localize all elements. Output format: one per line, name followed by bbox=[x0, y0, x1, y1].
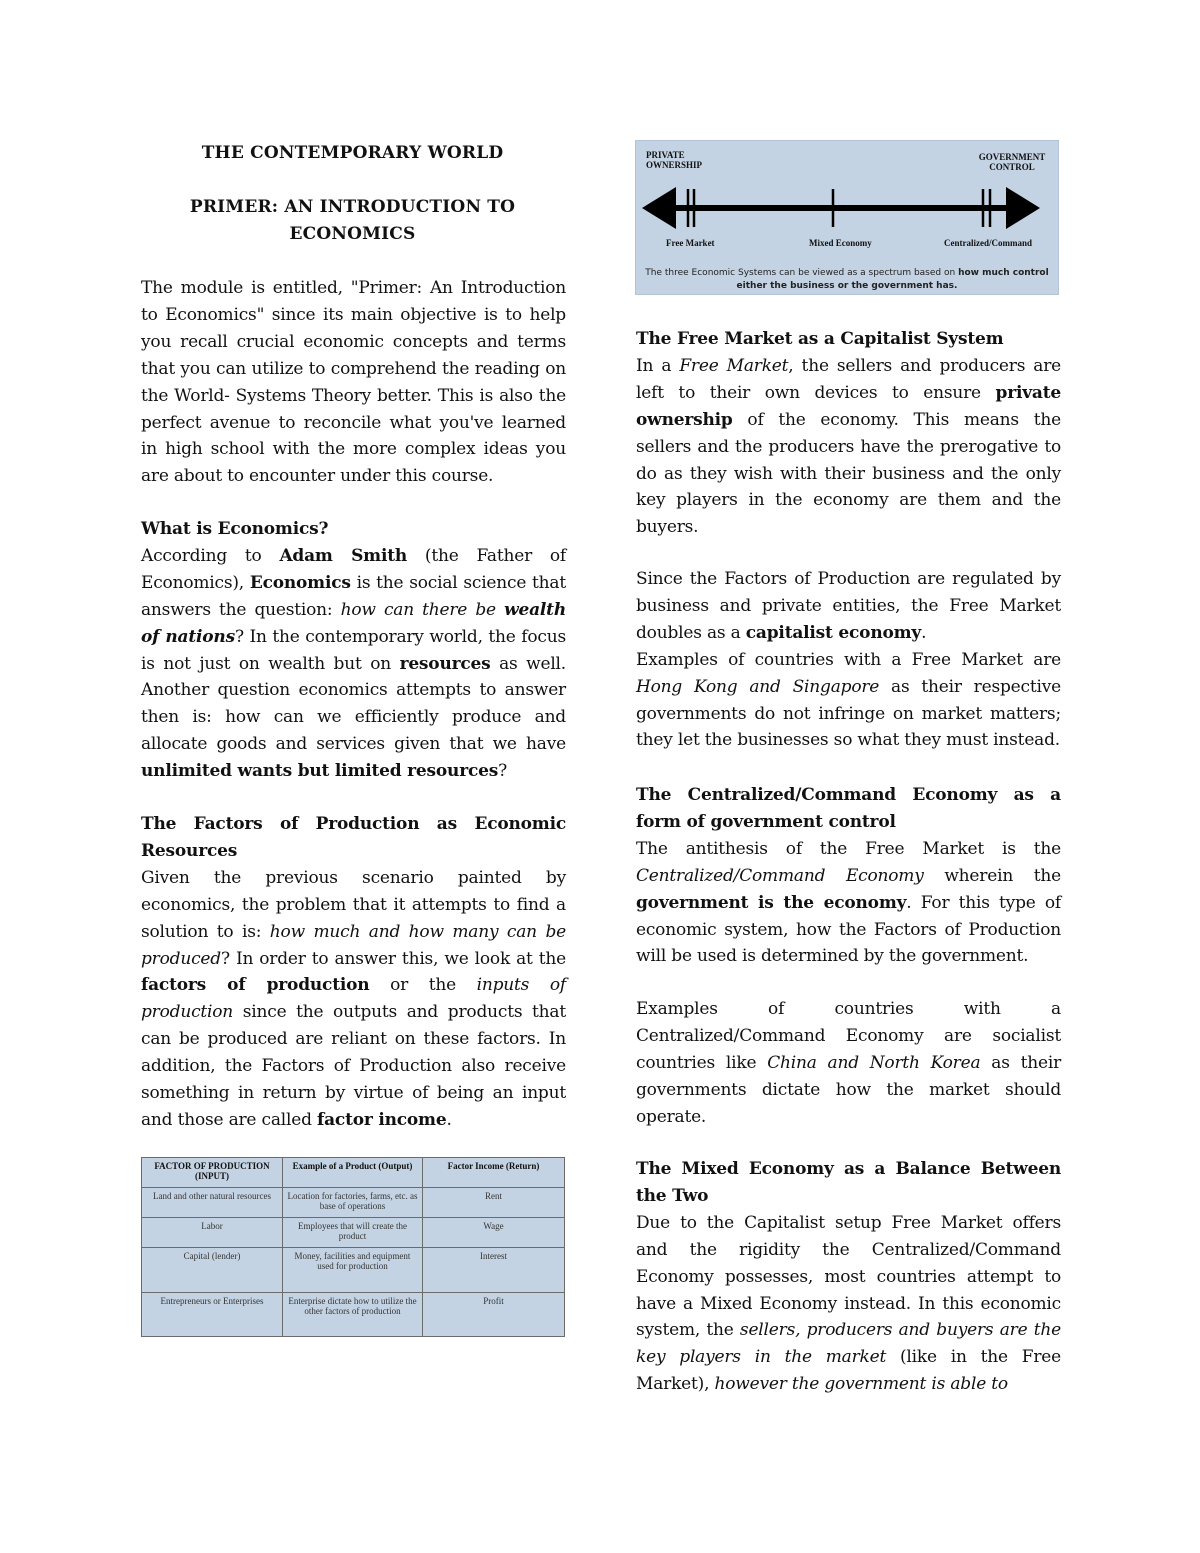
text-run: is the social science that answers the question: bbox=[141, 572, 566, 620]
text-run: of the economy. This means the sellers and the producers have the prerogative to do as they wish with their business and the only key players in the economy are them and the buyers. bbox=[636, 409, 1061, 538]
text-run: Due to the Capitalist setup Free Market offers and the rigidity the Centralized/Command Economy possesses, most countries attempt to have a Mixed Economy instead. In this economic system, the bbox=[636, 1212, 1061, 1341]
text-run: since the outputs and products that can be produced are reliant on these factors. In addition, the Factors of Production also receive something in return by virtue of being an input and those are called bbox=[141, 1002, 566, 1130]
unlimited-wants-bold: unlimited wants but limited resources bbox=[141, 761, 499, 782]
economics-bold: Economics bbox=[249, 572, 351, 593]
mixed-economy-label: Mixed Economy bbox=[809, 238, 872, 248]
intro-paragraph: The module is entitled, "Primer: An Introduction to Economics" since its main objective is to help you recall crucial economic concepts and terms that you can utilize to comprehend the reading on the World- Systems Theory better. This is also the perfect avenue to reconcile what you've learned in high school with the more complex ideas you are about to encounter under this course. bbox=[141, 278, 566, 487]
caption-bold-text: how much control either the business or the government has. bbox=[736, 268, 1049, 291]
table-row bbox=[142, 1292, 565, 1336]
command-economy-heading: The Centralized/Command Economy as a form of government control bbox=[636, 785, 1061, 832]
table-cell: Land and other natural resources bbox=[142, 1188, 283, 1218]
how-much-italic: how much and how many can be produced bbox=[141, 921, 567, 969]
free-market-label: Free Market bbox=[666, 238, 715, 248]
command-economy-italic: Centralized/Command Economy bbox=[636, 865, 924, 886]
question-italic: how can there be bbox=[340, 599, 505, 620]
hong-kong-singapore-italic: Hong Kong and Singapore bbox=[636, 676, 880, 697]
table-cell: Location for factories, farms, etc. as base of operations bbox=[283, 1188, 423, 1218]
course-title: THE CONTEMPORARY WORLD bbox=[201, 143, 504, 163]
table-header-row bbox=[142, 1158, 565, 1188]
key-players-italic: sellers, producers and buyers are the key players in the market bbox=[636, 1320, 1061, 1368]
text-run: The antithesis of the Free Market is the bbox=[636, 838, 1061, 859]
table-row bbox=[142, 1188, 565, 1218]
table-row bbox=[142, 1248, 565, 1292]
table-header-cell: FACTOR OF PRODUCTION (INPUT) bbox=[142, 1158, 283, 1188]
text-run: ? In order to answer this, we look at the bbox=[220, 948, 566, 969]
text-run: ? In the contemporary world, the focus is not just on wealth but on bbox=[141, 626, 567, 674]
factors-of-production-bold: factors of production bbox=[141, 975, 370, 996]
mixed-economy-heading: The Mixed Economy as a Balance Between the Two bbox=[636, 1159, 1061, 1206]
text-run: , the sellers and producers are left to their own devices to ensure bbox=[636, 355, 1062, 403]
text-run: Examples of countries with a Free Market are bbox=[636, 649, 1061, 670]
government-able-italic: however the government is able to bbox=[714, 1374, 1008, 1395]
text-run: . bbox=[921, 622, 927, 643]
text-run: as well. Another question economics attempts to answer then is: how can we efficiently produce and allocate goods and services given that we have bbox=[141, 653, 566, 755]
spectrum-caption bbox=[636, 267, 1058, 293]
text-run: Examples of countries with a Centralized/Command Economy are socialist countries like bbox=[636, 999, 1061, 1073]
text-run: In a bbox=[636, 355, 680, 376]
text-run: or the bbox=[369, 975, 477, 996]
text-run: Since the Factors of Production are regulated by business and private entities, the Free Market doubles as a bbox=[636, 569, 1061, 643]
text-run: (like in the Free Market), bbox=[636, 1347, 1062, 1395]
text-run: wherein the bbox=[923, 865, 1062, 886]
capitalist-economy-bold: capitalist economy bbox=[745, 622, 922, 643]
table-row bbox=[142, 1218, 565, 1248]
factor-income-bold: factor income bbox=[316, 1109, 447, 1130]
government-is-economy-bold: government is the economy bbox=[636, 892, 907, 913]
caption-text: The three Economic Systems can be viewed as a spectrum based on bbox=[645, 268, 959, 278]
text-run: Given the previous scenario painted by economics, the problem that it attempts to find a solution to is: bbox=[141, 867, 566, 942]
table-cell: Entrepreneurs or Enterprises bbox=[142, 1292, 283, 1336]
table-cell: Profit bbox=[423, 1292, 565, 1336]
factors-of-production-section bbox=[141, 811, 566, 1134]
table-cell: Money, facilities and equipment used for production bbox=[283, 1248, 423, 1292]
adam-smith-bold: Adam Smith bbox=[279, 545, 408, 566]
table-cell: Capital (lender) bbox=[142, 1248, 283, 1292]
private-ownership-label: PRIVATE OWNERSHIP bbox=[646, 150, 703, 170]
factors-heading: The Factors of Production as Economic Resources bbox=[141, 814, 566, 861]
centralized-command-label: Centralized/Command bbox=[944, 238, 1032, 248]
free-market-section bbox=[636, 326, 1061, 541]
text-run: . For this type of economic system, how the Factors of Production will be used is determined by the government. bbox=[636, 892, 1061, 967]
free-market-heading: The Free Market as a Capitalist System bbox=[636, 329, 1004, 349]
right-arrowhead-icon bbox=[1006, 187, 1040, 229]
text-run: ? bbox=[498, 761, 508, 782]
module-title-line2: ECONOMICS bbox=[289, 224, 416, 244]
table-header-cell: Factor Income (Return) bbox=[423, 1158, 565, 1188]
table-cell: Rent bbox=[423, 1188, 565, 1218]
china-north-korea-italic: China and North Korea bbox=[767, 1052, 981, 1073]
table-header-cell: Example of a Product (Output) bbox=[283, 1158, 423, 1188]
text-run: as their governments dictate how the market should operate. bbox=[636, 1052, 1061, 1127]
text-run: as their respective governments do not infringe on market matters; they let the businesses so what they must instead. bbox=[636, 676, 1061, 751]
government-control-label: GOVERNMENT CONTROL bbox=[978, 152, 1046, 172]
command-economy-paragraph-2 bbox=[636, 996, 1061, 1131]
left-arrowhead-icon bbox=[642, 187, 676, 229]
mixed-economy-section bbox=[636, 1156, 1061, 1398]
economic-systems-spectrum-figure bbox=[635, 140, 1059, 295]
what-is-economics-heading: What is Economics? bbox=[141, 519, 329, 539]
table-cell: Employees that will create the product bbox=[283, 1218, 423, 1248]
command-economy-section bbox=[636, 782, 1061, 970]
wealth-of-nations-bold-italic: wealth of nations bbox=[141, 599, 566, 647]
free-market-italic: Free Market bbox=[679, 355, 789, 376]
table-cell: Enterprise dictate how to utilize the other factors of production bbox=[283, 1292, 423, 1336]
table-cell: Wage bbox=[423, 1218, 565, 1248]
factors-table bbox=[141, 1157, 565, 1337]
text-run: According to bbox=[141, 545, 280, 566]
module-title-line1: PRIMER: AN INTRODUCTION TO bbox=[189, 197, 516, 217]
private-ownership-bold: private ownership bbox=[636, 382, 1061, 430]
what-is-economics-section bbox=[141, 516, 566, 785]
resources-bold: resources bbox=[399, 653, 491, 674]
inputs-of-production-italic: inputs of production bbox=[141, 975, 566, 1023]
text-run: . bbox=[446, 1109, 452, 1130]
table-cell: Labor bbox=[142, 1218, 283, 1248]
free-market-paragraph-2 bbox=[636, 566, 1061, 754]
table-cell: Interest bbox=[423, 1248, 565, 1292]
text-run: (the Father of Economics), bbox=[141, 545, 566, 593]
